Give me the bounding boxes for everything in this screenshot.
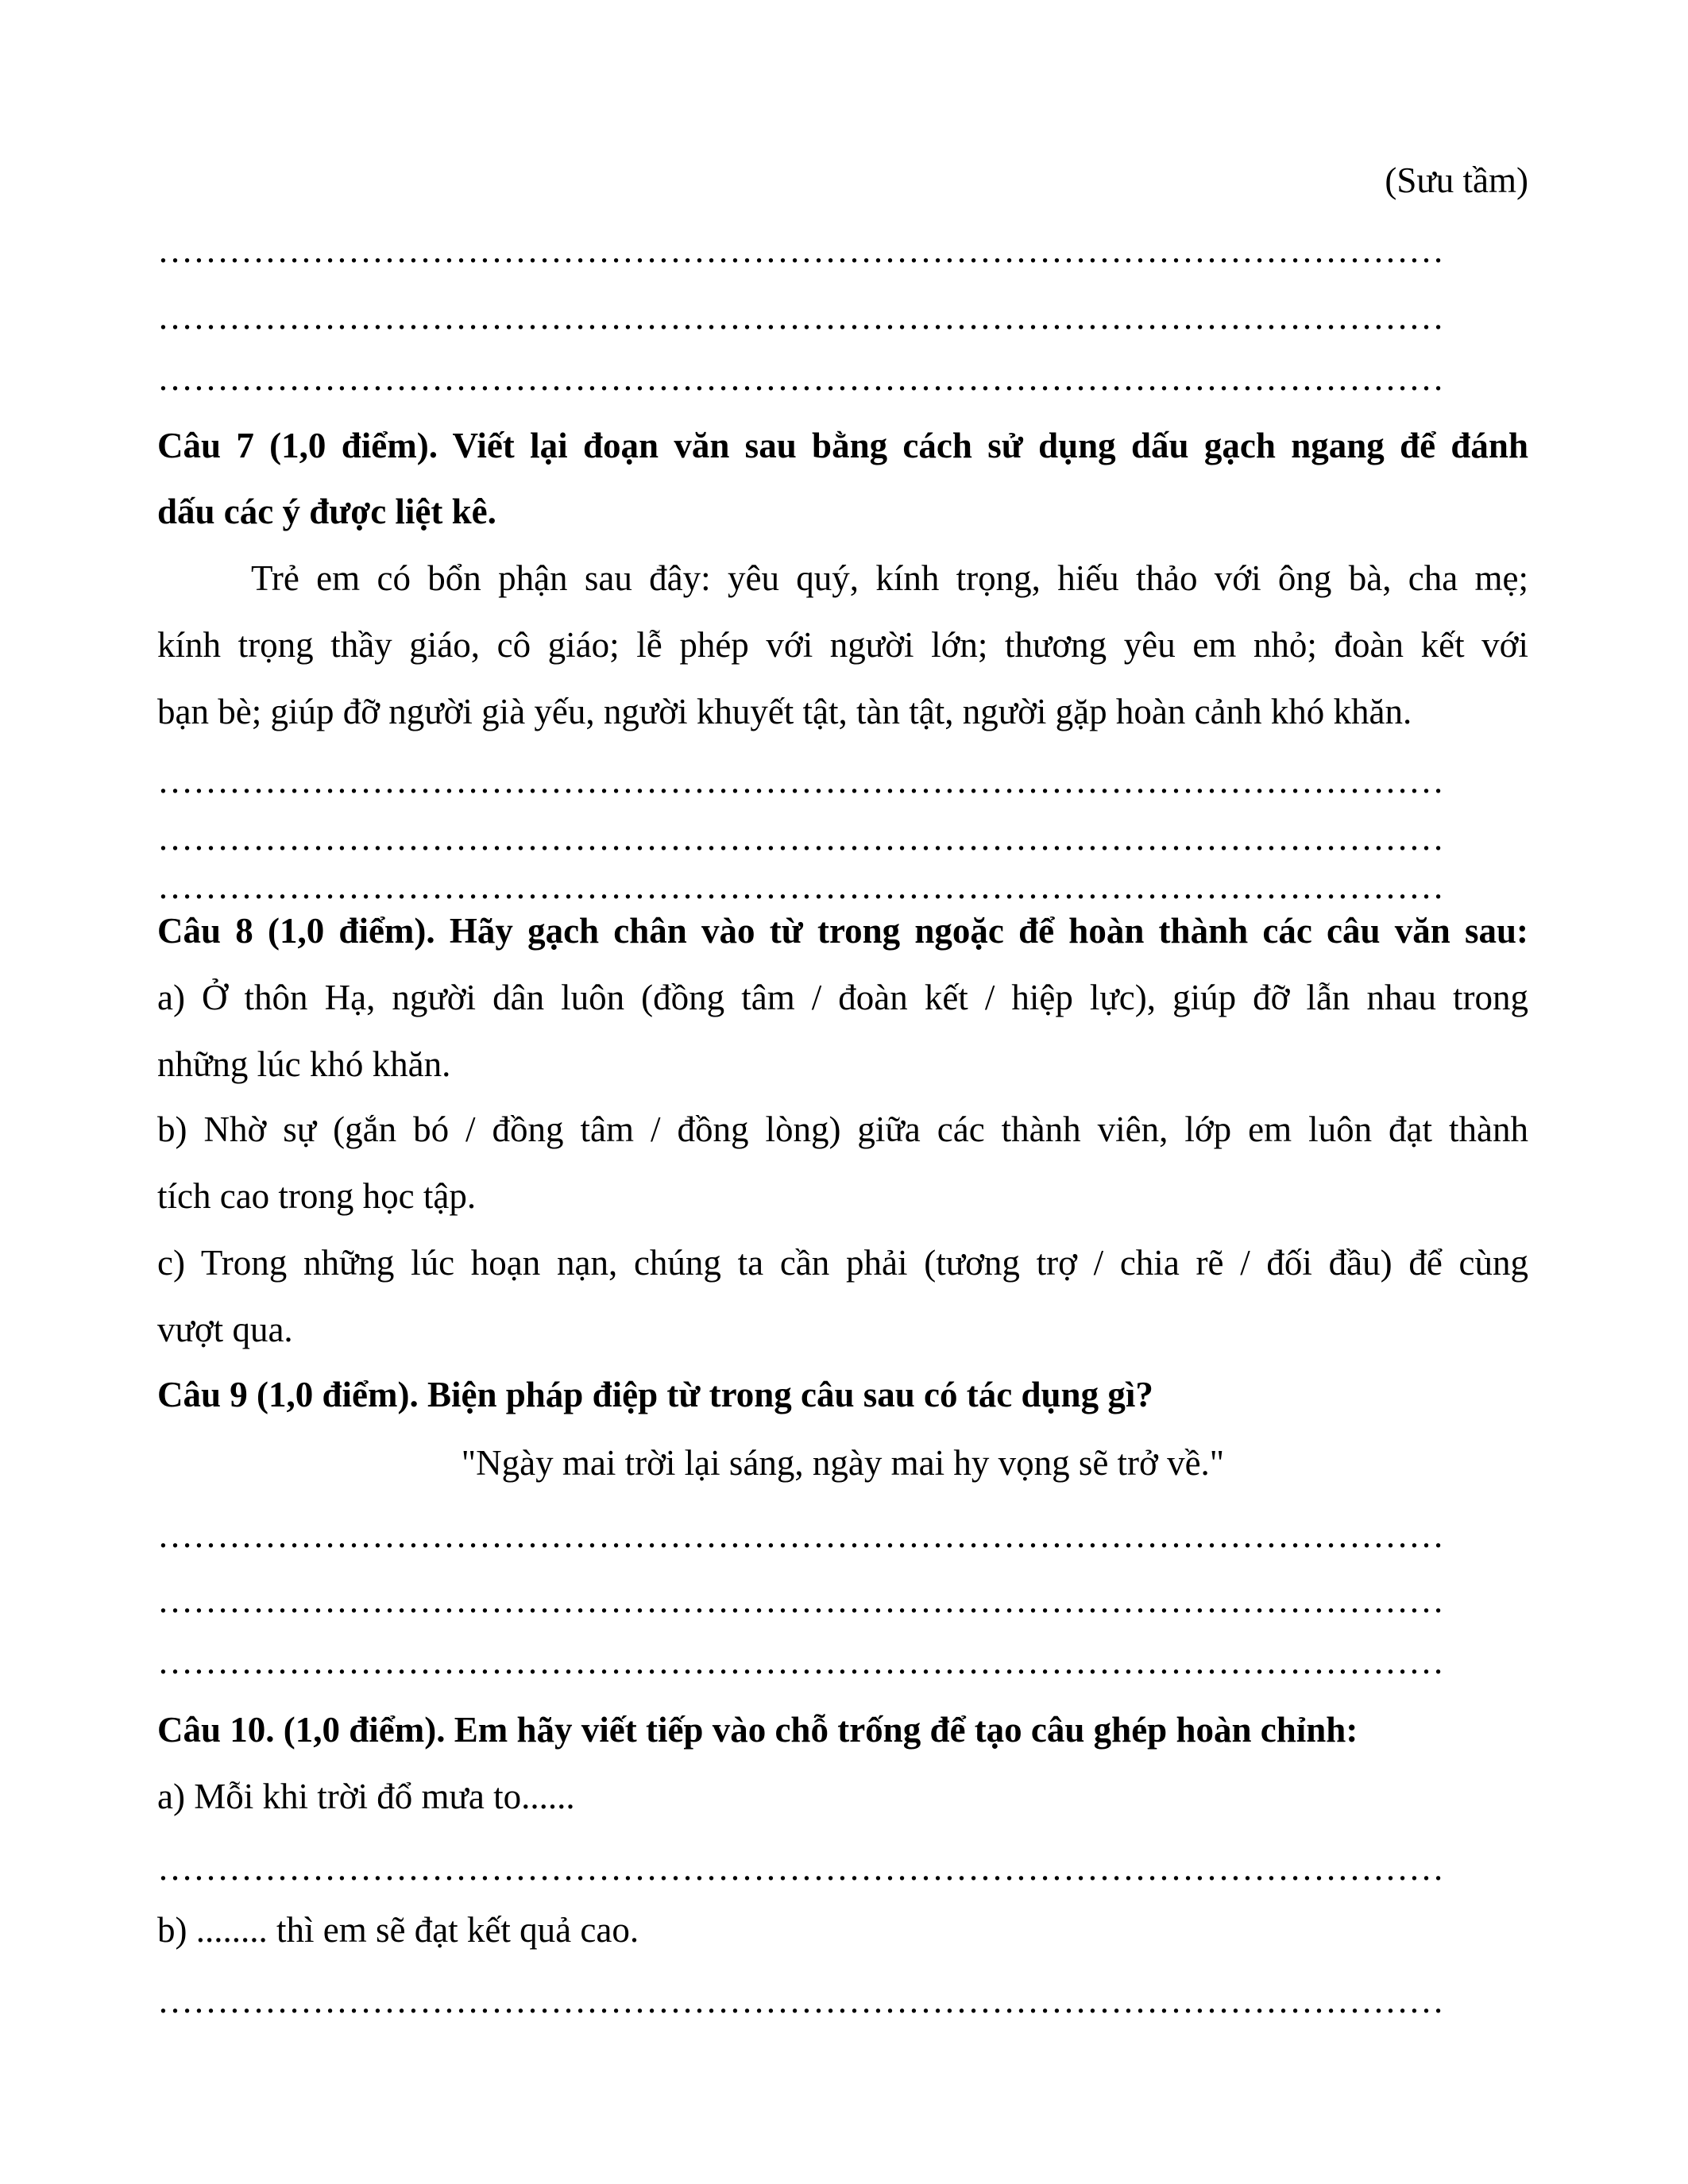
q8-item-b-cont: tích cao trong học tập. [157,1176,477,1216]
question-9-title: Câu 9 (1,0 điểm). Biện pháp điệp từ trong câu sau có tác dụng gì? [157,1375,1153,1414]
answer-line[interactable]: ……………………………………………………………………………………………… [157,818,1444,858]
answer-line[interactable]: ……………………………………………………………………………………………… [157,358,1444,398]
question-10-title: Câu 10. (1,0 điểm). Em hãy viết tiếp vào chỗ trống để tạo câu ghép hoàn chỉnh: [157,1710,1358,1750]
answer-line[interactable]: ……………………………………………………………………………………………… [157,230,1444,270]
question-7-title: Câu 7 (1,0 điểm). Viết lại đoạn văn sau bằng cách sử dụng dấu gạch ngang để đánh [157,426,1528,465]
q7-paragraph-line: bạn bè; giúp đỡ người già yếu, người khuyết tật, tàn tật, người gặp hoàn cảnh khó khăn. [157,692,1412,731]
question-7-title-cont: dấu các ý được liệt kê. [157,492,496,531]
q10-item-b: b) ........ thì em sẽ đạt kết quả cao. [157,1910,639,1950]
q7-paragraph-line: Trẻ em có bổn phận sau đây: yêu quý, kính trọng, hiếu thảo với ông bà, cha mẹ; [251,558,1528,598]
q8-item-a-cont: những lúc khó khăn. [157,1044,451,1084]
q8-item-c: c) Trong những lúc hoạn nạn, chúng ta cần phải (tương trợ / chia rẽ / đối đầu) để cùng [157,1243,1528,1283]
answer-line[interactable]: ……………………………………………………………………………………………… [157,866,1444,906]
source-note: (Sưu tầm) [1385,160,1528,200]
q8-item-b: b) Nhờ sự (gắn bó / đồng tâm / đồng lòng) giữa các thành viên, lớp em luôn đạt thành [157,1109,1528,1149]
question-8-title: Câu 8 (1,0 điểm). Hãy gạch chân vào từ trong ngoặc để hoàn thành các câu văn sau: [157,911,1528,951]
q8-item-c-cont: vượt qua. [157,1310,293,1349]
answer-line[interactable]: ……………………………………………………………………………………………… [157,761,1444,801]
answer-line[interactable]: ……………………………………………………………………………………………… [157,1515,1444,1555]
answer-line[interactable]: ……………………………………………………………………………………………… [157,1848,1444,1888]
q9-quote: "Ngày mai trời lại sáng, ngày mai hy vọng sẽ trở về." [461,1443,1225,1483]
answer-line[interactable]: ……………………………………………………………………………………………… [157,1642,1444,1681]
q7-paragraph-line: kính trọng thầy giáo, cô giáo; lễ phép với người lớn; thương yêu em nhỏ; đoàn kết với [157,625,1528,665]
answer-line[interactable]: ……………………………………………………………………………………………… [157,297,1444,337]
answer-line[interactable]: ……………………………………………………………………………………………… [157,1981,1444,2020]
q10-item-a: a) Mỗi khi trời đổ mưa to...... [157,1777,575,1816]
answer-line[interactable]: ……………………………………………………………………………………………… [157,1580,1444,1620]
q8-item-a: a) Ở thôn Hạ, người dân luôn (đồng tâm / đoàn kết / hiệp lực), giúp đỡ lẫn nhau trong [157,978,1528,1017]
